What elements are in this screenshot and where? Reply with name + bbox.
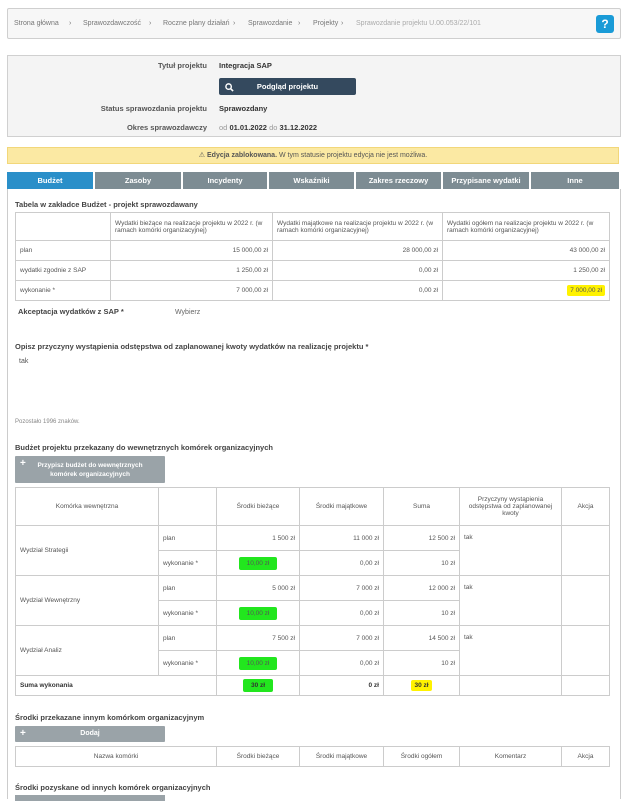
table-row: wykonanie * 7 000,00 zł 0,00 zł 7 000,00 zł [16,281,610,301]
tab-budzet[interactable]: Budżet [7,172,93,189]
budget-table [15,212,610,301]
title-label: Tytuł projektu [157,61,207,70]
breadcrumb-separator-icon: › [341,20,344,27]
table-row: Wydział Analiz plan 7 500 zł 7 000 zł 14 500 zł tak [16,626,610,651]
breadcrumb-item[interactable]: Sprawozdawczość [83,20,141,27]
tab-zakres-rzeczowy[interactable]: Zakres rzeczowy [356,172,441,189]
tab-wskazniki[interactable]: Wskaźniki [269,172,354,189]
tab-przypisane-wydatki[interactable]: Przypisane wydatki [443,172,529,189]
breadcrumb-separator-icon: › [298,20,301,27]
tab-incydenty[interactable]: Incydenty [183,172,267,189]
search-icon [225,78,234,95]
budget-col-total: Wydatki ogółem na realizacje projektu w 2022 r. (w ramach komórki organizacyjnej) [443,213,610,241]
tab-zasoby[interactable]: Zasoby [95,172,181,189]
deviation-textarea[interactable]: tak [19,358,29,365]
table-row: plan 15 000,00 zł 28 000,00 zł 43 000,00 zł [16,241,610,261]
table-row: wykonanie * 10,00 zł 0,00 zł 10 zł [16,601,610,626]
internal-units-table: Komórka wewnętrzna Środki bieżące Środki majątkowe Suma Przyczyny wystąpienia odstępstwa od zaplanowanej kwoty Akcja Wydział Strategii plan 1 500 zł 11 000 zł 12 500 zł tak wykonanie * 10,00 zł 0,00 zł 10 zł Wydział Wewnętrzny plan 5 000 zł 7 000 zł 12 000 zł tak wykonanie * 10,00 zł 0,00 zł 10 zł Wydział Analiz plan 7 500 zł 7 000 zł 14 500 zł tak wykonanie * 10,00 zł 0,00 zł 10 zł Suma wykonania 30 zł 0 zł 30 zł [15,487,610,696]
breadcrumb-item[interactable]: Sprawozdanie [248,20,293,27]
total-row: Suma wykonania 30 zł 0 zł 30 zł [16,676,610,696]
preview-project-label: Podgląd projektu [256,82,319,91]
breadcrumb-item[interactable]: Projekty [313,20,339,27]
table-row: wykonanie * 10,00 zł 0,00 zł 10 zł [16,651,610,676]
plus-icon: + [20,458,26,469]
breadcrumb-current: Sprawozdanie projektu U.00.053/22/101 [356,20,481,27]
table-row: wykonanie * 10,00 zł 0,00 zł 10 zł [16,551,610,576]
breadcrumb-separator-icon: › [149,20,152,27]
deviation-label: Opisz przyczyny wystąpienia odstępstwa od zaplanowanej kwoty wydatków na realizację projektu * [15,342,369,351]
acceptance-label: Akceptacja wydatków z SAP * [18,307,124,316]
table-row: wydatki zgodnie z SAP 1 250,00 zł 0,00 zł 1 250,00 zł [16,261,610,281]
add-button[interactable]: + Dodaj [15,726,165,742]
title-value: Integracja SAP [219,61,272,70]
table-row: Wydział Wewnętrzny plan 5 000 zł 7 000 zł 12 000 zł tak [16,576,610,601]
acceptance-select[interactable]: Wybierz [175,309,201,316]
table-row: Wydział Strategii plan 1 500 zł 11 000 zł 12 500 zł tak [16,526,610,551]
status-label: Status sprawozdania projektu [100,104,207,113]
status-value: Sprawozdany [219,104,268,113]
other-units-heading: Środki przekazane innym komórkom organizacyjnym [15,713,205,722]
budget-table-heading: Tabela w zakładce Budżet - projekt sprawozdawany [15,200,198,209]
breadcrumb-separator-icon: › [69,20,72,27]
preview-project-button[interactable] [219,78,356,95]
breadcrumb [7,8,621,39]
breadcrumb-separator-icon: › [233,20,236,27]
tab-inne[interactable]: Inne [531,172,619,189]
help-icon[interactable]: ? [596,15,614,33]
budget-col-capital: Wydatki majątkowe na realizacje projektu w 2022 r. (w ramach komórki organizacyjnej) [273,213,443,241]
other-units-table: Nazwa komórki Środki bieżące Środki majątkowe Środki ogółem Komentarz Akcja [15,746,610,767]
received-heading: Środki pozyskane od innych komórek organizacyjnych [15,783,211,792]
received-add-button[interactable] [15,795,165,801]
warning-icon: ⚠ [198,152,206,159]
internal-units-heading: Budżet projektu przekazany do wewnętrznych komórek organizacyjnych [15,443,273,452]
breadcrumb-item[interactable]: Roczne plany działań [163,20,230,27]
highlighted-value: 7 000,00 zł [567,285,605,296]
edit-locked-warning: ⚠ Edycja zablokowana. W tym statusie projektu edycja nie jest możliwa. [7,147,619,164]
char-counter: Pozostało 1996 znaków. [15,419,80,425]
period-label: Okres sprawozdawczy [126,123,207,132]
assign-budget-button[interactable]: + Przypisz budżet do wewnętrznych komórek organizacyjnych [15,456,165,483]
plus-icon: + [20,728,26,739]
breadcrumb-item[interactable]: Strona główna [14,20,59,27]
period-value: od 01.01.2022 do 31.12.2022 [219,123,318,132]
budget-col-current: Wydatki bieżące na realizacje projektu w 2022 r. (w ramach komórki organizacyjnej) [111,213,273,241]
project-info-panel [7,55,621,137]
